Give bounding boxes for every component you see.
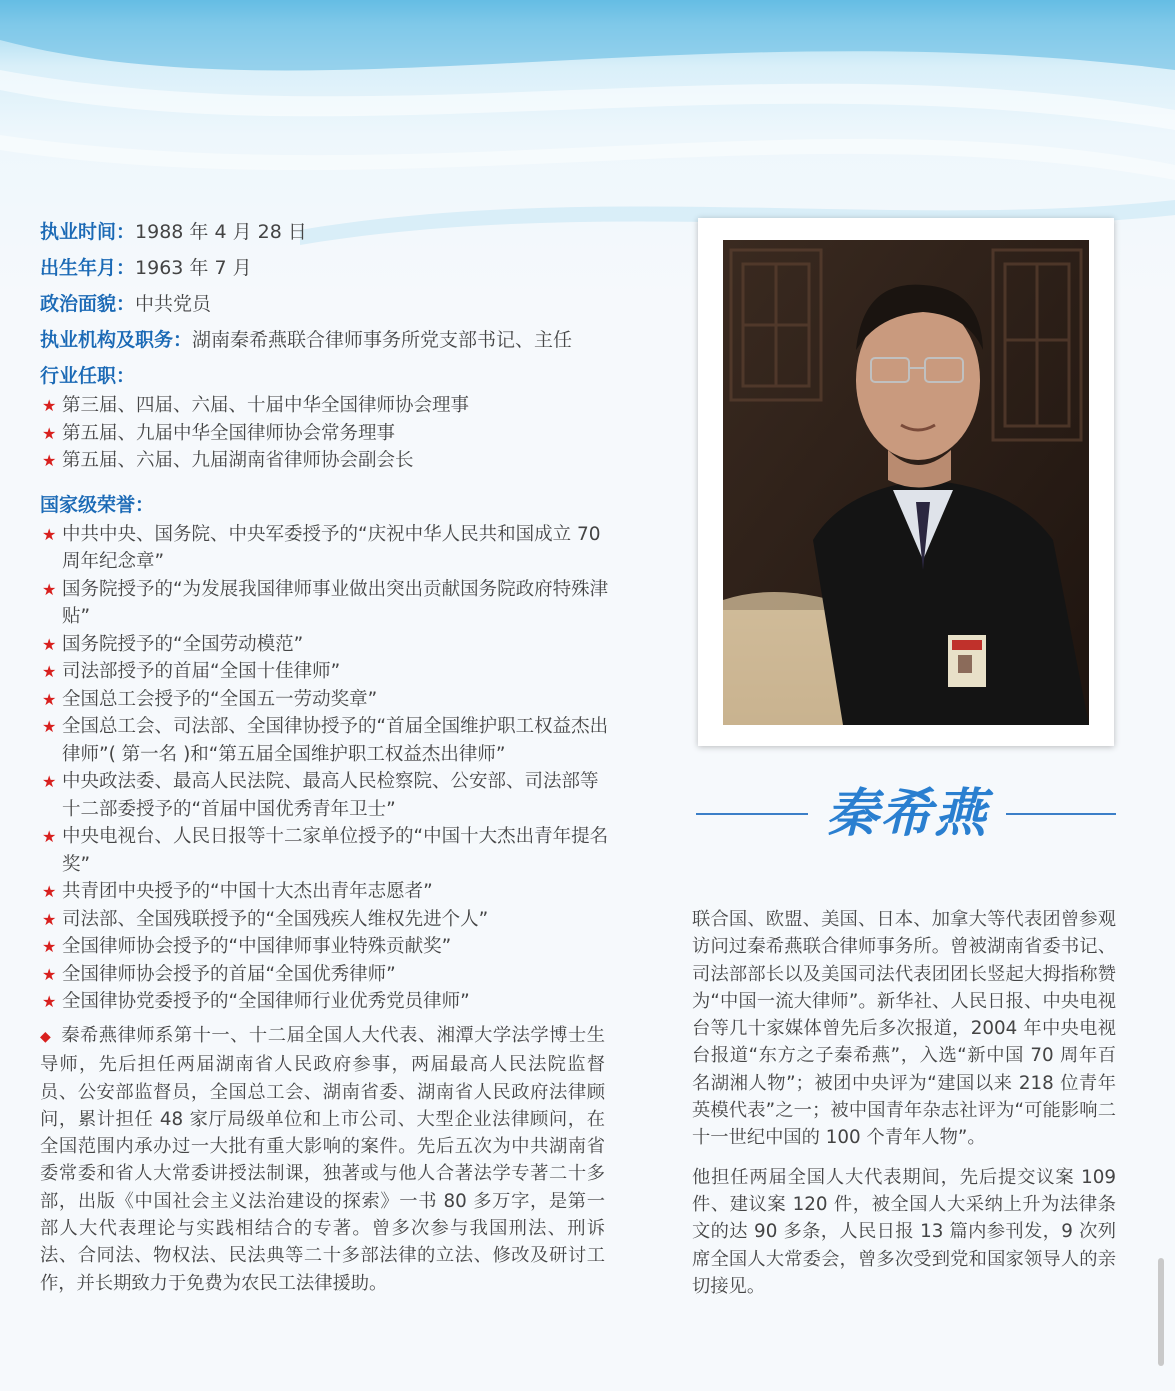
political-label: 政治面貌： <box>40 293 136 315</box>
birth-label: 出生年月： <box>40 257 136 279</box>
list-item: ★ 第五届、九届中华全国律师协会常务理事 <box>40 420 610 448</box>
practice-time-label: 执业时间： <box>40 221 136 243</box>
list-item: ★ 第三届、四届、六届、十届中华全国律师协会理事 <box>40 392 610 420</box>
star-icon: ★ <box>42 909 57 929</box>
bio-right-paragraph-2: 他担任两届全国人大代表期间，先后提交议案 109 件、建议案 120 件，被全国人大采纳上升为法律条文的达 90 多条，人民日报 13 篇内参刊发，9 次列席全国人大常委会，曾多次受到党和国家领导人的亲切接见。 <box>692 1166 1116 1297</box>
industry-positions-title: 行业任职： <box>40 365 136 387</box>
person-name: 秦希燕 <box>825 784 988 844</box>
bio-right-paragraph-1: 联合国、欧盟、美国、日本、加拿大等代表团曾参观访问过秦希燕联合律师事务所。曾被湖南省委书记、司法部部长以及美国司法代表团团长竖起大拇指称赞为“中国一流大律师”。新华社、人民日报、中央电视台等几十家媒体曾先后多次报道，2004 年中央电视台报道“东方之子秦希燕”，入选“新中国 70 周年百名湖湘人物”；被团中央评为“建国以来 218 位青年英模代表”之一；被中国青年杂志社评为“可能影响二十一世纪中国的 100 个青年人物”。 <box>692 909 1116 1149</box>
star-icon: ★ <box>42 689 57 709</box>
star-icon: ★ <box>42 396 57 415</box>
institution-label: 执业机构及职务： <box>40 329 193 351</box>
institution-value: 湖南秦希燕联合律师事务所党支部书记、主任 <box>192 329 573 351</box>
list-item: ★ 国务院授予的“全国劳动模范” <box>40 631 610 659</box>
star-icon: ★ <box>42 992 57 1011</box>
bio-column-right <box>692 906 1116 1312</box>
star-icon: ★ <box>42 524 57 544</box>
star-icon: ★ <box>42 451 57 470</box>
portrait-frame <box>698 218 1114 746</box>
practice-time-row <box>40 214 610 250</box>
list-item: ★ 国务院授予的“为发展我国律师事业做出突出贡献国务院政府特殊津贴” <box>40 576 610 631</box>
portrait-photo <box>723 240 1089 725</box>
star-icon: ★ <box>42 579 57 599</box>
scrollbar-thumb[interactable] <box>1158 1258 1164 1366</box>
name-right-rule <box>1006 813 1116 815</box>
birth-row <box>40 250 610 286</box>
list-item: ★ 第五届、六届、九届湖南省律师协会副会长 <box>40 447 610 475</box>
diamond-icon: ◆ <box>40 1029 52 1045</box>
star-icon: ★ <box>42 827 57 846</box>
star-icon: ★ <box>42 423 57 443</box>
star-icon: ★ <box>42 717 57 736</box>
institution-row <box>40 322 610 358</box>
birth-value: 1963 年 7 月 <box>135 257 252 279</box>
list-item: ★ 司法部授予的首届“全国十佳律师” <box>40 658 610 686</box>
national-honors-title: 国家级荣誉： <box>40 493 155 516</box>
star-icon: ★ <box>42 772 57 791</box>
industry-positions-list <box>40 392 610 475</box>
portrait-illustration <box>723 240 1089 725</box>
list-item: ★ 全国总工会授予的“全国五一劳动奖章” <box>40 686 610 714</box>
name-left-rule <box>696 813 808 815</box>
bio-left-text: 秦希燕律师系第十一、十二届全国人大代表、湘潭大学法学博士生导师，先后担任两届湖南省人民政府参事，两届最高人民法院监督员、公安部监督员，全国总工会、湖南省委、湖南省人民政府法律顾问，累计担任 48 家厅局级单位和上市公司、大型企业法律顾问，在全国范围内承办过一大批有重大影响的案件。先后五次为中共湖南省委常委和省人大常委讲授法制课，独著或与他人合著法学专著二十多部，出版《中国社会主义法治建设的探索》一书 80 多万字，是第一部人大代表理论与实践相结合的专著。曾多次参与我国刑法、刑诉法、合同法、物权法、民法典等二十多部法律的立法、修改及研讨工作，并长期致力于免费为农民工法律援助。 <box>40 1025 605 1294</box>
bio-paragraph-left <box>40 1022 605 1297</box>
list-item: ★ 全国律师协会授予的首届“全国优秀律师” <box>40 961 610 989</box>
practice-time-value: 1988 年 4 月 28 日 <box>135 221 307 243</box>
star-icon: ★ <box>42 937 57 956</box>
star-icon: ★ <box>42 634 57 654</box>
list-item: ★ 全国律协党委授予的“全国律师行业优秀党员律师” <box>40 988 610 1016</box>
list-item: ★ 中央政法委、最高人民法院、最高人民检察院、公安部、司法部等十二部委授予的“首届中国优秀青年卫士” <box>40 768 610 823</box>
list-item: ★ 共青团中央授予的“中国十大杰出青年志愿者” <box>40 878 610 906</box>
profile-column <box>40 214 610 1016</box>
list-item: ★ 中央电视台、人民日报等十二家单位授予的“中国十大杰出青年提名奖” <box>40 823 610 878</box>
political-value: 中共党员 <box>135 293 212 315</box>
star-icon: ★ <box>42 662 57 681</box>
list-item: ★ 中共中央、国务院、中央军委授予的“庆祝中华人民共和国成立 70 周年纪念章” <box>40 521 610 576</box>
star-icon: ★ <box>42 882 57 901</box>
list-item: ★ 全国总工会、司法部、全国律协授予的“首届全国维护职工权益杰出律师”( 第一名 )和“第五届全国维护职工权益杰出律师” <box>40 713 610 768</box>
list-item: ★ 全国律师协会授予的“中国律师事业特殊贡献奖” <box>40 933 610 961</box>
political-row <box>40 286 610 322</box>
star-icon: ★ <box>42 964 57 984</box>
national-honors-list <box>40 521 610 1016</box>
name-heading <box>696 780 1116 850</box>
list-item: ★ 司法部、全国残联授予的“全国残疾人维权先进个人” <box>40 906 610 934</box>
